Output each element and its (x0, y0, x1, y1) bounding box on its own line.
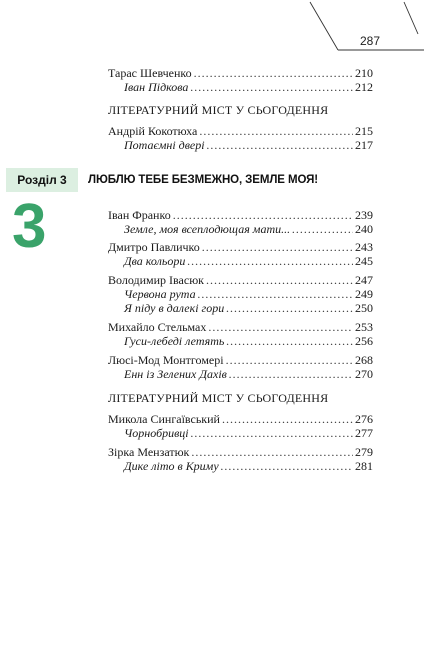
toc-author-name: Зірка Мензатюк (108, 445, 190, 459)
section-heading: ЛІТЕРАТУРНИЙ МІСТ У СЬОГОДЕННЯ (108, 103, 329, 117)
toc-author-name: Андрій Кокотюха (108, 124, 198, 138)
chapter-tab (6, 168, 78, 192)
leader-dots (229, 367, 353, 381)
leader-dots (190, 80, 353, 94)
toc-work-title: Іван Підкова (124, 80, 189, 94)
leader-dots (191, 426, 353, 440)
header-corner-lines (0, 0, 424, 60)
toc-author-entry[interactable] (108, 320, 373, 334)
toc-page-number: 256 (355, 334, 373, 348)
toc-author-name: Іван Франко (108, 208, 171, 222)
toc-page-number: 247 (355, 273, 373, 287)
chapter-tab-label: Розділ 3 (17, 173, 67, 187)
toc-page-number: 245 (355, 254, 373, 268)
toc-page-number: 268 (355, 353, 373, 367)
leader-dots (292, 222, 353, 236)
toc-work-title: Дике літо в Криму (124, 459, 219, 473)
toc-page-number: 249 (355, 287, 373, 301)
toc-page-number: 253 (355, 320, 373, 334)
toc-page-number: 215 (355, 124, 373, 138)
toc-author-entry[interactable] (108, 412, 373, 426)
leader-dots (194, 66, 353, 80)
toc-page-number: 210 (355, 66, 373, 80)
leader-dots (207, 138, 353, 152)
leader-dots (198, 287, 353, 301)
leader-dots (208, 320, 353, 334)
toc-page-number: 212 (355, 80, 373, 94)
toc-work-title: Я піду в далекі гори (124, 301, 225, 315)
toc-author-name: Володимир Івасюк (108, 273, 204, 287)
toc-author-entry[interactable] (108, 353, 373, 367)
toc-work-entry[interactable] (124, 80, 373, 94)
toc-work-entry[interactable] (124, 254, 373, 268)
toc-work-title: Гуси-лебеді летять (124, 334, 225, 348)
leader-dots (221, 459, 353, 473)
leader-dots (226, 353, 353, 367)
leader-dots (206, 273, 353, 287)
toc-author-entry[interactable] (108, 240, 373, 254)
toc-page-number: 281 (355, 459, 373, 473)
toc-author-name: Люсі-Мод Монтгомері (108, 353, 224, 367)
toc-page-number: 250 (355, 301, 373, 315)
toc-page-number: 277 (355, 426, 373, 440)
toc-author-entry[interactable] (108, 445, 373, 459)
toc-work-entry[interactable] (124, 222, 373, 236)
toc-work-entry[interactable] (124, 426, 373, 440)
toc-author-entry[interactable] (108, 208, 373, 222)
toc-author-entry[interactable] (108, 273, 373, 287)
toc-work-title: Енн із Зелених Дахів (124, 367, 227, 381)
toc-page-number: 279 (355, 445, 373, 459)
toc-work-entry[interactable] (124, 301, 373, 315)
toc-page-number: 270 (355, 367, 373, 381)
chapter-title: ЛЮБЛЮ ТЕБЕ БЕЗМЕЖНО, ЗЕМЛЕ МОЯ! (88, 174, 319, 186)
leader-dots (226, 334, 353, 348)
leader-dots (199, 124, 353, 138)
toc-author-entry[interactable] (108, 66, 373, 80)
leader-dots (191, 445, 353, 459)
chapter-numeral: 3 (12, 192, 47, 261)
leader-dots (222, 412, 353, 426)
page-number: 287 (360, 34, 381, 48)
leader-dots (173, 208, 353, 222)
toc-work-title: Земле, моя всеплодющая мати... (124, 222, 291, 236)
toc-work-title: Два кольори (124, 254, 186, 268)
section-heading: ЛІТЕРАТУРНИЙ МІСТ У СЬОГОДЕННЯ (108, 391, 329, 405)
leader-dots (202, 240, 353, 254)
leader-dots (226, 301, 353, 315)
toc-author-entry[interactable] (108, 124, 373, 138)
toc-author-name: Михайло Стельмах (108, 320, 207, 334)
toc-work-entry[interactable] (124, 287, 373, 301)
toc-page-number: 217 (355, 138, 373, 152)
toc-work-entry[interactable] (124, 334, 373, 348)
toc-author-name: Микола Сингаївський (108, 412, 220, 426)
toc-work-title: Червона рута (124, 287, 196, 301)
toc-work-title: Потаємні двері (124, 138, 205, 152)
toc-author-name: Дмитро Павличко (108, 240, 200, 254)
toc-page-number: 240 (355, 222, 373, 236)
toc-work-entry[interactable] (124, 138, 373, 152)
toc-author-name: Тарас Шевченко (108, 66, 192, 80)
toc-page-number: 276 (355, 412, 373, 426)
toc-work-title: Чорнобривці (124, 426, 189, 440)
toc-work-entry[interactable] (124, 459, 373, 473)
toc-page-number: 243 (355, 240, 373, 254)
leader-dots (187, 254, 353, 268)
toc-work-entry[interactable] (124, 367, 373, 381)
toc-page-number: 239 (355, 208, 373, 222)
